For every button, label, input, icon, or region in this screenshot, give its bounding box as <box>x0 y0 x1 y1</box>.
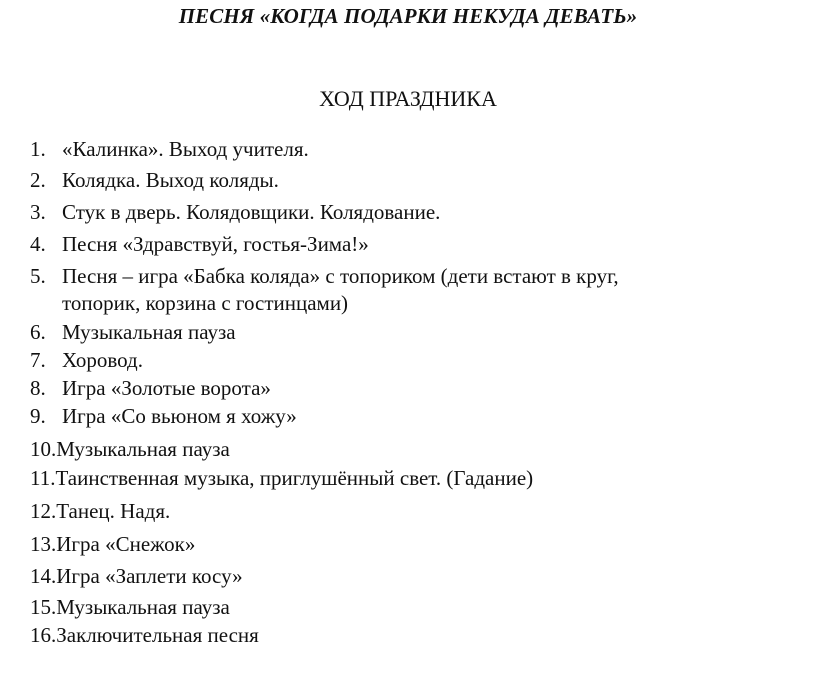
list-item <box>30 622 810 649</box>
list-item-number: 4. <box>30 232 46 256</box>
list-item <box>30 594 810 621</box>
list-item-number: 9. <box>30 404 46 428</box>
list-item-text: Хоровод. <box>62 348 143 372</box>
list-item-number: 16. <box>30 623 57 647</box>
list-item <box>30 465 810 492</box>
list-item <box>30 498 810 525</box>
list-item <box>30 319 810 346</box>
list-item-text: Стук в дверь. Колядовщики. Колядование. <box>62 200 441 224</box>
list-item-text: Музыкальная пауза <box>56 595 230 619</box>
list-item-number: 12. <box>30 499 57 523</box>
list-item-number: 5. <box>30 264 46 288</box>
list-item <box>30 347 810 374</box>
list-item-number: 13. <box>30 532 57 556</box>
list-item-text: Игра «Заплети косу» <box>56 564 243 588</box>
list-item-text: Колядка. Выход коляды. <box>62 168 279 192</box>
list-item <box>30 375 810 402</box>
list-item-text: Игра «Со вьюном я хожу» <box>62 404 297 428</box>
list-item-number: 3. <box>30 200 46 224</box>
list-item-number: 2. <box>30 168 46 192</box>
list-item-number: 15. <box>30 595 57 619</box>
list-item-text: Танец. Надя. <box>56 499 171 523</box>
section-heading: ХОД ПРАЗДНИКА <box>319 86 497 111</box>
list-item-text: Заключительная песня <box>56 623 259 647</box>
list-item <box>30 563 810 590</box>
list-item <box>30 167 810 194</box>
list-item <box>30 199 810 226</box>
list-item-continuation: топорик, корзина с гостинцами) <box>62 291 349 315</box>
list-item-number: 1. <box>30 137 46 161</box>
list-item-number: 7. <box>30 348 46 372</box>
list-item-number: 6. <box>30 320 46 344</box>
list-item <box>30 531 810 558</box>
list-item <box>30 403 810 430</box>
list-item-text: Музыкальная пауза <box>56 437 230 461</box>
list-item-text: Игра «Золотые ворота» <box>62 376 271 400</box>
list-item <box>30 231 810 258</box>
list-item-number: 10. <box>30 437 57 461</box>
list-item <box>30 263 810 317</box>
list-item-number: 8. <box>30 376 46 400</box>
list-item-text: Песня «Здравствуй, гостья-Зима!» <box>62 232 369 256</box>
document-title: ПЕСНЯ «КОГДА ПОДАРКИ НЕКУДА ДЕВАТЬ» <box>178 4 638 28</box>
list-item-number: 11. <box>30 466 56 490</box>
list-item-text: Песня – игра «Бабка коляда» с топориком (дети встают в круг, <box>62 264 619 288</box>
list-item-text: «Калинка». Выход учителя. <box>62 137 309 161</box>
list-item <box>30 136 810 163</box>
list-item-text: Игра «Снежок» <box>56 532 196 556</box>
list-item-text: Таинственная музыка, приглушённый свет. (Гадание) <box>55 466 534 490</box>
list-item-text: Музыкальная пауза <box>62 320 236 344</box>
list-item-number: 14. <box>30 564 57 588</box>
list-item <box>30 436 810 463</box>
